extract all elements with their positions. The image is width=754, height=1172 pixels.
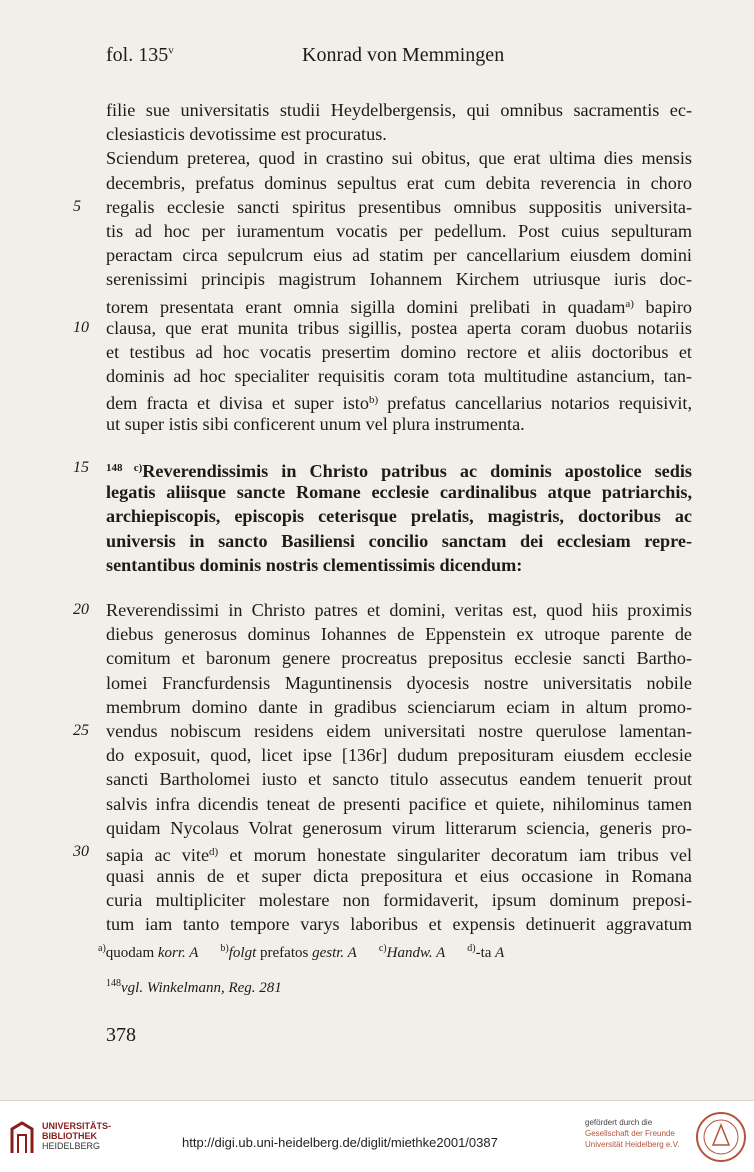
text-line: clesiasticis devotissime est procuratus.: [106, 124, 387, 145]
library-logo-icon: [8, 1119, 36, 1157]
text-line: curia multipliciter molestare non formidaverit, ipsum dominum preposi-: [106, 890, 692, 911]
text-line: membrum domino dante in gradibus scienciarum eciam in altum promo-: [106, 696, 692, 717]
text-line: tis ad hoc per iuramentum vocatis per pedellum. Post cuius sepulturam: [106, 220, 692, 241]
text-line: quasi annis de et super dicta prepositura et eius occasione in Romana: [106, 866, 692, 887]
text-line: lomei Francfurdensis Maguntinensis dyocesis nostre universitatis nobile: [106, 672, 692, 693]
text-line: tum iam tanto tempore varys laboribus et expensis detinuerit aggravatum: [106, 914, 692, 935]
footnote: $^{d)}$-ta A: [467, 943, 505, 961]
letter-heading: [73, 456, 693, 577]
university-seal-icon: [695, 1111, 747, 1163]
text-line: sancti Bartholomei iusto et sancto titulo assecutus eandem tenuerit prout: [106, 769, 692, 790]
text-line: legatis aliisque sancte Romane ecclesie cardinalibus atque patriarchis,: [106, 482, 692, 503]
running-title: Konrad von Memmingen: [302, 44, 505, 66]
text-line: comitum et baronum genere procreatus prepositus ecclesie sancti Bartho-: [106, 648, 692, 669]
line-number: 30: [73, 842, 89, 860]
line-number: 15: [73, 459, 89, 476]
text-line: filie sue universitatis studii Heydelbergensis, qui omnibus sacramentis ec-: [106, 100, 692, 120]
text-line: 15 $^{148 c)}$Reverendissimis in Christo patribus ac dominis apostolice sedis: [106, 456, 692, 480]
text-line: 20 Reverendissimi in Christo patres et domini, veritas est, quod hiis proximis: [106, 598, 692, 622]
text-line: ut super istis sibi conficerent unum vel plura instrumenta.: [106, 414, 525, 435]
text-line: dem fracta et divisa et super isto$^{b)}$ prefatus cancellarius notarios requisivit,: [106, 393, 692, 414]
line-number: 20: [73, 601, 89, 618]
text-line: peractam circa sepulcrum eius ad statim per cancellarium eiusdem domini: [106, 245, 692, 266]
text-line: quidam Nycolaus Volrat generosum virum litterarum sciencia, generis pro-: [106, 817, 692, 838]
text-line: do exposuit, quod, licet ipse [136r] dudum preposituram eiusdem ecclesie: [106, 745, 692, 766]
footnote: $^{b)}$folgt prefatos gestr. A: [220, 943, 357, 961]
text-line: et testibus ad hoc vocatis presertim domino rectore et aliis doctoribus et: [106, 341, 692, 362]
line-number: 10: [73, 318, 89, 336]
footer-bar: [0, 1100, 754, 1172]
text-line: 30 sapia ac vite$^{d)}$ et morum honestate singulariter decoratum iam tribus vel: [106, 840, 692, 864]
note-148: $^{148}$vgl. Winkelmann, Reg. 281: [106, 978, 282, 996]
text-line: serenissimi principis magistrum Iohannem Kirchem utriusque iuris doc-: [106, 269, 692, 290]
library-name: UNIVERSITÄTS- BIBLIOTHEK HEIDELBERG: [42, 1121, 112, 1151]
footnotes: [98, 943, 526, 962]
text-line: Sciendum preterea, quod in crastino sui obitus, que erat ultima dies mensis: [106, 148, 692, 169]
sponsor-text: gefördert durch die Gesellschaft der Freunde Universität Heidelberg e.V.: [585, 1118, 680, 1149]
text-line: diebus generosus dominus Iohannes de Eppenstein ex utroque parente de: [106, 624, 692, 645]
text-line: torem presentata erant omnia sigilla domini prelibati in quadam$^{a)}$ bapiro: [106, 296, 693, 317]
permalink-url[interactable]: http://digi.ub.uni-heidelberg.de/diglit/miethke2001/0387: [182, 1135, 498, 1150]
text-block-intro: [73, 98, 693, 437]
letter-body: [73, 598, 692, 937]
text-line: 10 clausa, que erat munita tribus sigillis, postea aperta coram duobus notariis: [106, 316, 692, 340]
folio-label: fol. 135$^v$: [106, 44, 174, 66]
page-number: 378: [106, 1024, 136, 1046]
line-number: 5: [73, 197, 81, 215]
text-line: 25 vendus nobiscum residens eidem universitati nostre querulose lamentan-: [106, 719, 692, 743]
text-line: archiepiscopis, episcopis ceterisque prelatis, magistris, doctoribus ac: [106, 506, 692, 527]
footnote: $^{a)}$quodam korr. A: [98, 943, 199, 961]
text-line: 5 regalis ecclesie sancti spiritus presentibus omnibus suppositis universita-: [106, 195, 692, 219]
text-line: salvis infra dicendis teneat de presenti pacifice et quiete, nihilominus tamen: [106, 793, 692, 814]
text-line: sentantibus dominis nostris clementissimis dicendum:: [106, 554, 523, 575]
text-line: dominis ad hoc specialiter requisitis coram tota multitudine astancium, tan-: [106, 366, 692, 387]
footnote: $^{c)}$Handw. A: [378, 943, 446, 961]
line-number: 25: [73, 721, 89, 739]
text-line: universis in sancto Basiliensi concilio sanctam dei ecclesiam repre-: [106, 530, 692, 551]
text-line: decembris, prefatus dominus sepultus erat cum debita reverencia in choro: [106, 172, 692, 193]
